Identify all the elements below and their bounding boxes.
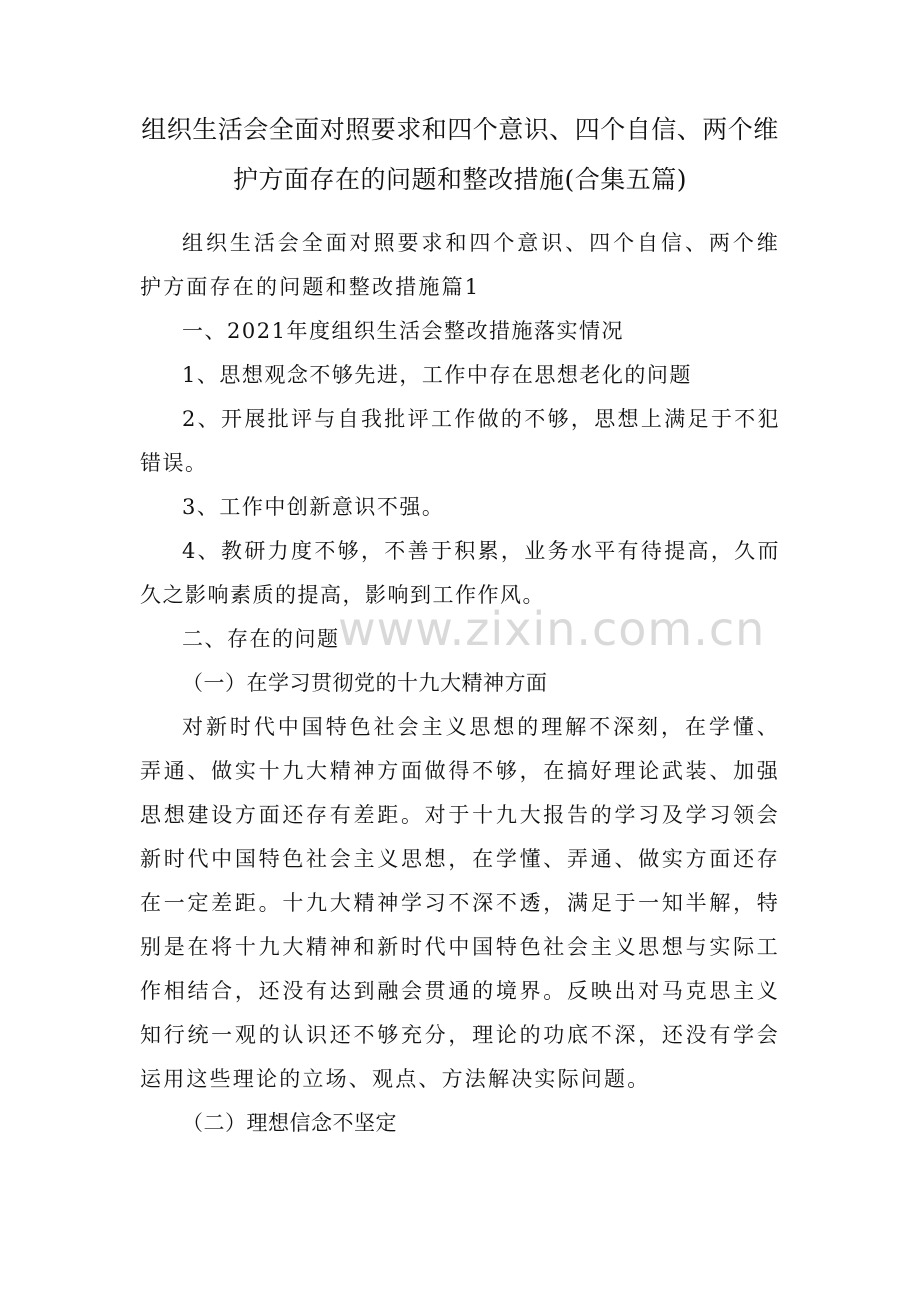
watermark: www.zixin.com.cn: [338, 602, 766, 656]
list-item-1: 1、思想观念不够先进，工作中存在思想老化的问题: [182, 363, 692, 387]
body-paragraph: 对新时代中国特色社会主义思想的理解不深刻，在学懂、弄通、做实十九大精神方面做得不够，在搞好理论武装、加强思想建设方面还存有差距。对于十九大报告的学习及学习领会新时代中国特色社会主义思想，在学懂、弄通、做实方面还存在一定差距。十九大精神学习不深不透，满足于一知半解，特别是在将十九大精神和新时代中国特色社会主义思想与实际工作相结合，还没有达到融会贯通的境界。反映出对马克思主义知行统一观的认识还不够充分，理论的功底不深，还没有学会运用这些理论的立场、观点、方法解决实际问题。: [140, 715, 780, 1091]
list-item-4: 4、教研力度不够，不善于积累，业务水平有待提高，久而久之影响素质的提高，影响到工作作风。: [140, 539, 780, 607]
section-heading-part-1: 一、2021年度组织生活会整改措施落实情况: [182, 319, 624, 343]
subsection-heading-1: （一）在学习贯彻党的十九大精神方面: [182, 671, 548, 695]
document-body: [140, 221, 780, 1145]
section-heading-article-1: 组织生活会全面对照要求和四个意识、四个自信、两个维护方面存在的问题和整改措施篇1: [140, 231, 780, 299]
subsection-heading-2: （二）理想信念不坚定: [182, 1111, 397, 1135]
document-title: 组织生活会全面对照要求和四个意识、四个自信、两个维护方面存在的问题和整改措施(合集五篇): [141, 115, 779, 194]
section-heading-part-2: 二、存在的问题: [182, 627, 340, 651]
list-item-3: 3、工作中创新意识不强。: [182, 495, 445, 519]
list-item-2: 2、开展批评与自我批评工作做的不够，思想上满足于不犯错误。: [140, 407, 780, 475]
